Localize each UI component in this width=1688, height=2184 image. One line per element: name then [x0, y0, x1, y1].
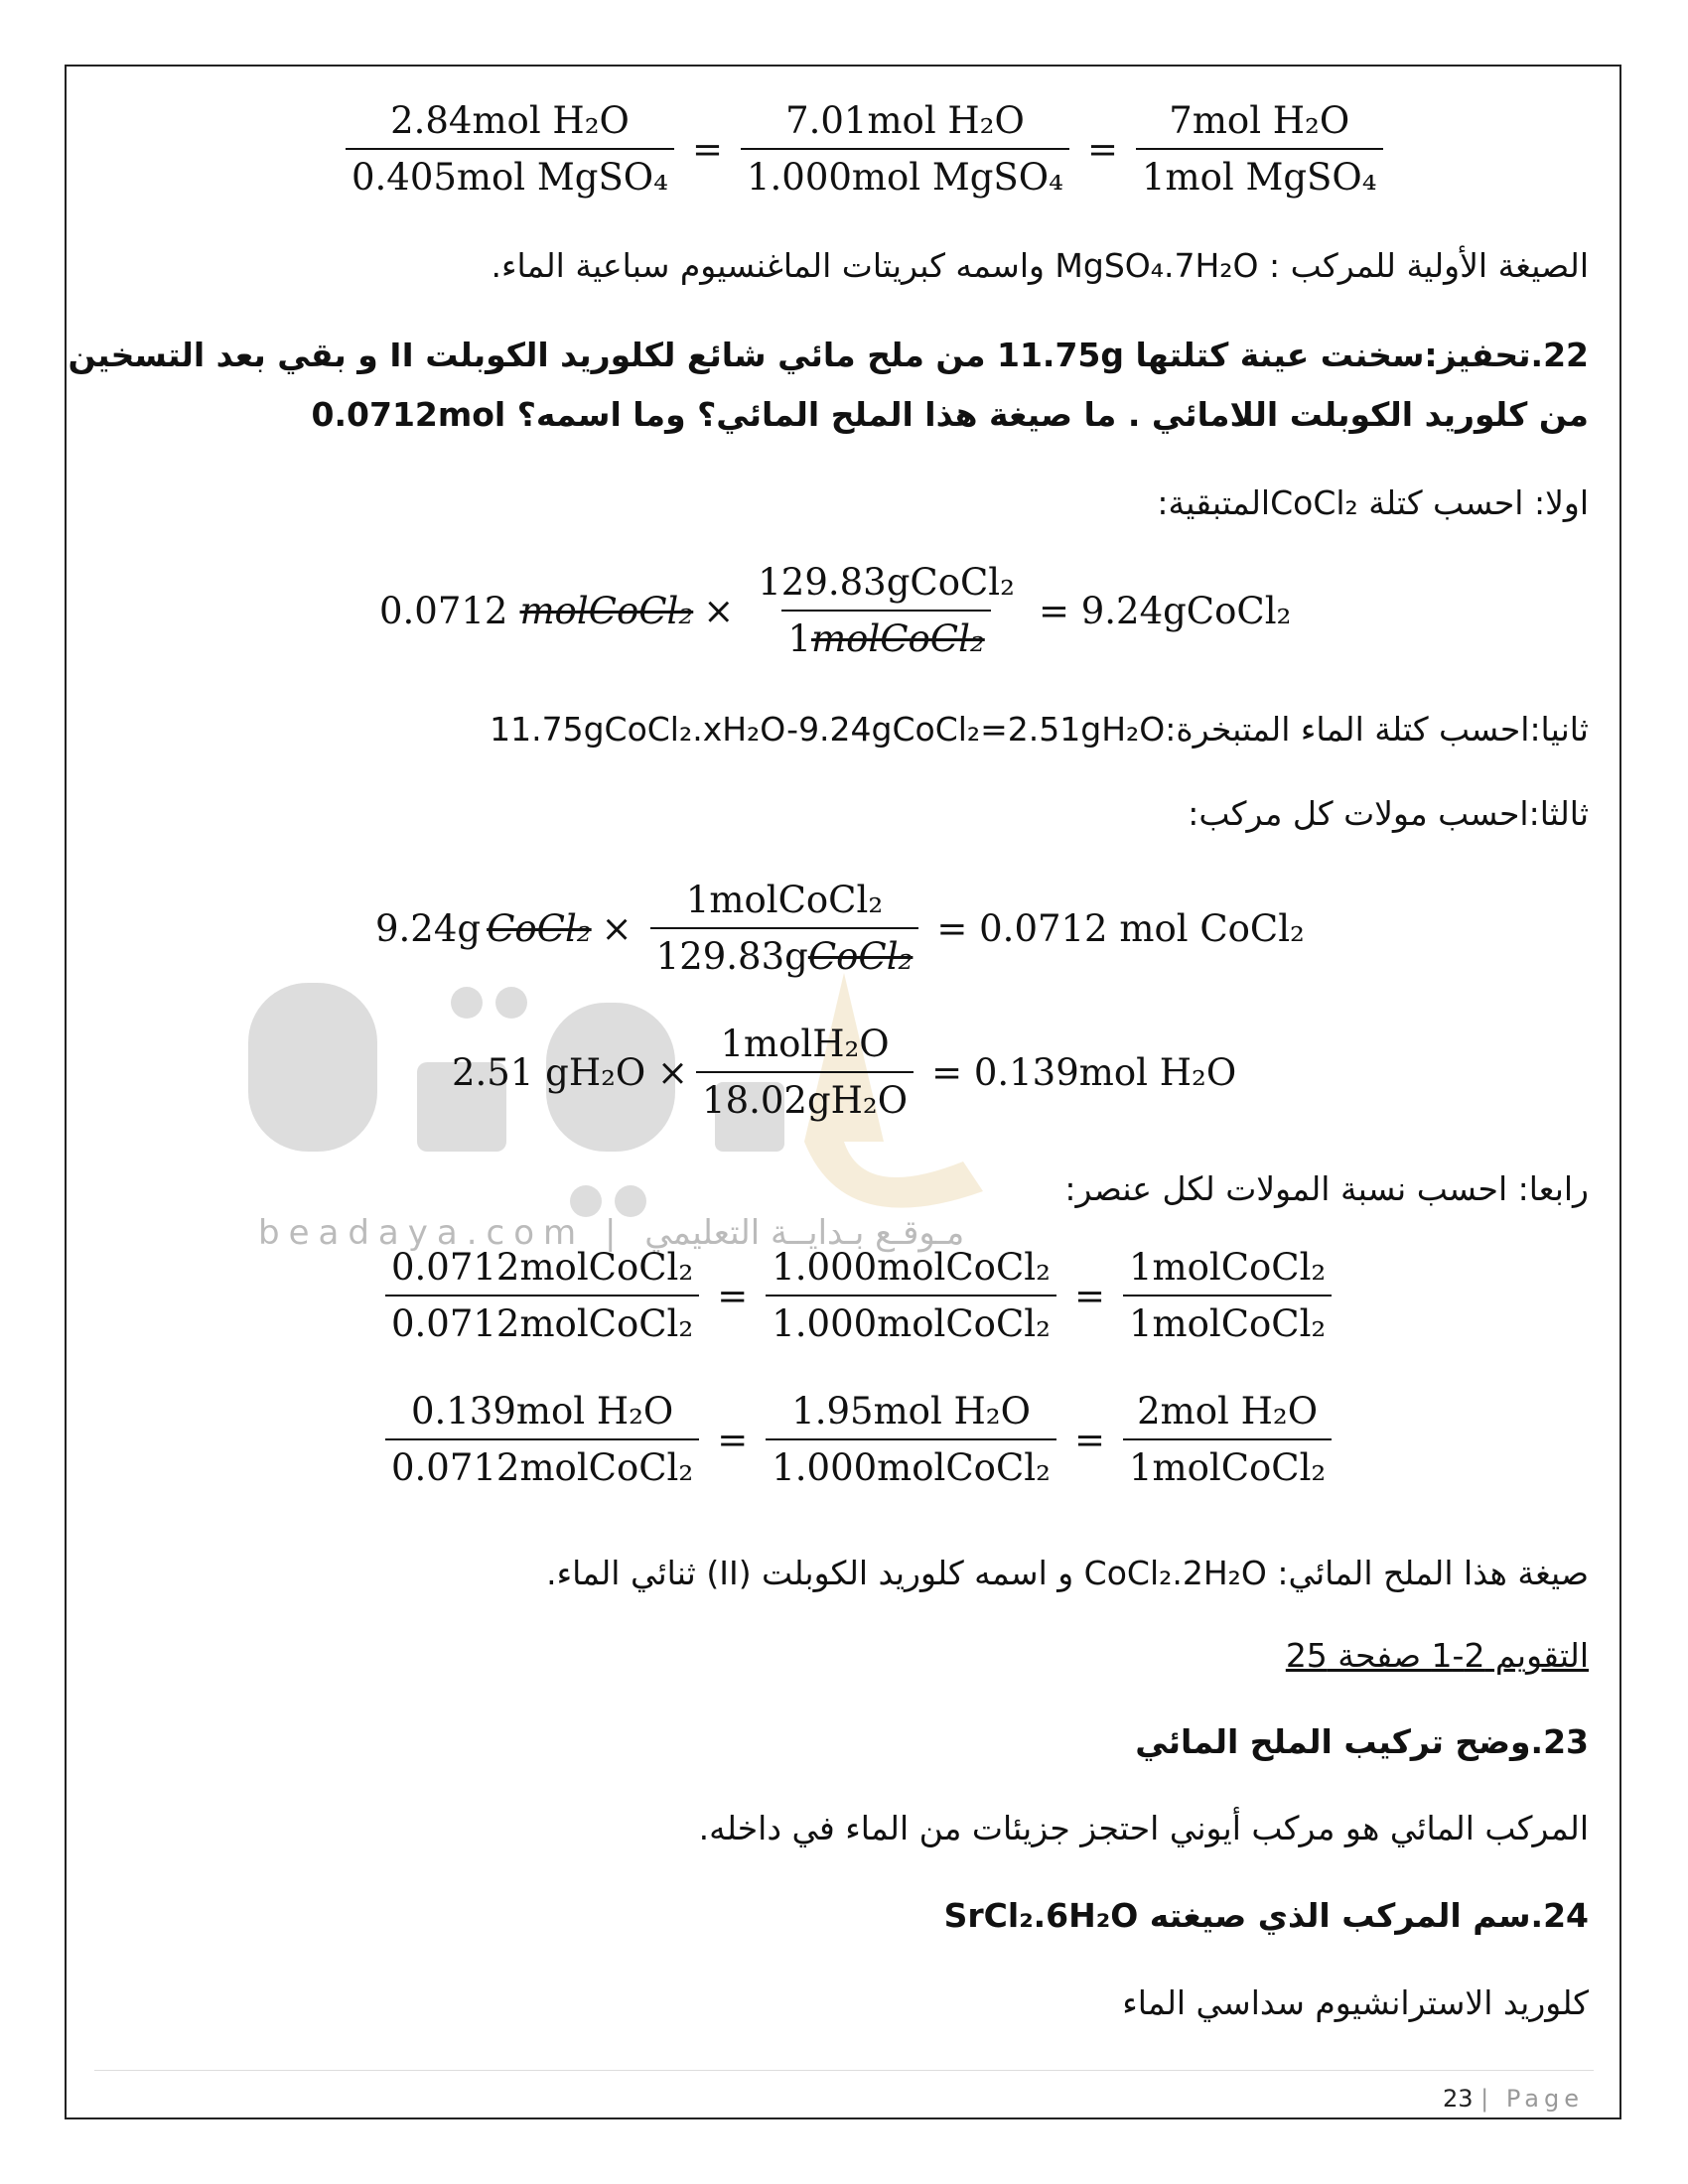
fraction	[385, 1246, 699, 1345]
mgso4-formula-line: الصيغة الأولية للمركب : MgSO₄.7H₂O واسمه كبريتات الماغنسيوم سباعية الماء.	[491, 246, 1589, 285]
denominator: 0.0712molCoCl₂	[385, 1295, 699, 1345]
numerator: 2.84mol H₂O	[390, 99, 630, 142]
fraction	[650, 879, 919, 978]
step-3-label: ثالثا:احسب مولات كل مركب:	[1188, 794, 1589, 833]
watermark-text: beadaya.com | مـوقـع بـدايــة التعليمي	[258, 1213, 965, 1253]
denominator: 1.000molCoCl₂	[766, 1295, 1056, 1345]
fraction	[741, 99, 1069, 199]
numerator: 1.000molCoCl₂	[772, 1246, 1051, 1289]
denominator: 129.83gCoCl₂	[650, 927, 919, 978]
eq-lhs-value: 9.24g	[375, 906, 482, 950]
fraction	[1123, 1390, 1332, 1489]
numerator: 1molCoCl₂	[685, 879, 884, 921]
fraction	[346, 99, 674, 199]
numerator: 2mol H₂O	[1137, 1390, 1319, 1433]
moles-cocl2-equation: 9.24g CoCl₂ × $\frac{\text{1molCoCl₂}}{\text{129.83gCoCl₂}}$ = 0.0712 mol CoCl₂	[375, 879, 1305, 978]
page-footer	[1443, 2085, 1584, 2113]
page-number: 23	[1442, 2085, 1474, 2113]
question-23: 23.وضح تركيب الملح المائي	[1135, 1722, 1589, 1761]
step-4-label: رابعا: احسب نسبة المولات لكل عنصر:	[1064, 1169, 1589, 1208]
denominator: 1.000molCoCl₂	[766, 1438, 1056, 1489]
fraction	[766, 1246, 1056, 1345]
eq-rhs: = 0.0712 mol CoCl₂	[936, 906, 1305, 950]
question-22-line-2: 0.0712mol من كلوريد الكوبلت اللامائي . ما صيغة هذا الملح المائي؟ وما اسمه؟	[311, 395, 1589, 434]
denominator: 1molCoCl₂	[781, 610, 990, 660]
fraction	[1123, 1246, 1332, 1345]
numerator: 0.139mol H₂O	[410, 1390, 674, 1433]
denominator: 0.405mol MgSO₄	[346, 148, 674, 199]
fraction	[752, 561, 1021, 660]
answer-22: صيغة هذا الملح المائي: CoCl₂.2H₂O و اسمه كلوريد الكوبلت (II) ثنائي الماء.	[546, 1554, 1589, 1592]
eq-lhs-unit: CoCl₂	[487, 906, 592, 950]
numerator: 7.01mol H₂O	[785, 99, 1025, 142]
footer-divider	[94, 2070, 1594, 2071]
denominator: 18.02gH₂O	[696, 1071, 914, 1122]
numerator: 129.83gCoCl₂	[758, 561, 1015, 604]
numerator: 0.0712molCoCl₂	[391, 1246, 694, 1289]
denominator: 1molCoCl₂	[1123, 1438, 1332, 1489]
numerator: 1molH₂O	[720, 1023, 890, 1065]
eq-rhs: = 9.24gCoCl₂	[1038, 589, 1292, 632]
numerator: 1.95mol H₂O	[791, 1390, 1031, 1433]
mgso4-ratio-equation: $\frac{\text{2.84mol H₂O}}{\text{0.405mol MgSO₄}}$ = $\frac{\text{7.01mol H₂O}}{\text{1.000mol MgSO₄}}$ = $\frac{\text{7mol H₂O}}{\text{1mol MgSO₄}}$	[338, 99, 1391, 199]
page-label: | Page	[1480, 2085, 1584, 2113]
question-24: 24.سم المركب الذي صيغته SrCl₂.6H₂O	[943, 1896, 1589, 1935]
fraction	[696, 1023, 914, 1122]
answer-24: كلوريد الاسترانشيوم سداسي الماء	[1122, 1983, 1589, 2022]
eq-lhs-unit: molCoCl₂	[519, 589, 694, 632]
water-ratio-equation: $\frac{\text{0.139mol H₂O}}{\text{0.0712molCoCl₂}}$ = $\frac{\text{1.95mol H₂O}}{\text{1.000molCoCl₂}}$ = $\frac{\text{2mol H₂O}}{\text{1molCoCl₂}}$	[377, 1390, 1339, 1489]
eq-lhs: 2.51 gH₂O ×	[452, 1050, 689, 1094]
step-1-label: اولا: احسب كتلة CoCl₂المتبقية:	[1157, 483, 1589, 522]
mass-cocl2-equation: 0.0712 molCoCl₂ × $\frac{\text{129.83gCoCl₂}}{\text{1molCoCl₂}}$ = 9.24gCoCl₂	[379, 561, 1292, 660]
denominator: 0.0712molCoCl₂	[385, 1438, 699, 1489]
step-2-line: ثانيا:احسب كتلة الماء المتبخرة:11.75gCoCl₂.xH₂O-9.24gCoCl₂=2.51gH₂O	[490, 710, 1589, 749]
section-heading: التقويم 2-1 صفحة 25	[1285, 1636, 1589, 1675]
eq-rhs: = 0.139mol H₂O	[931, 1050, 1237, 1094]
denominator: 1molCoCl₂	[1123, 1295, 1332, 1345]
moles-water-equation	[452, 1023, 1246, 1122]
denominator: 1mol MgSO₄	[1136, 148, 1383, 199]
eq-lhs-value: 0.0712	[379, 589, 508, 632]
numerator: 1molCoCl₂	[1128, 1246, 1327, 1289]
fraction	[385, 1390, 699, 1489]
denominator: 1.000mol MgSO₄	[741, 148, 1069, 199]
question-22-line-1: 22.تحفيز:سخنت عينة كتلتها 11.75g من ملح مائي شائع لكلوريد الكوبلت II و بقي بعد التسخين	[68, 336, 1589, 374]
fraction	[766, 1390, 1056, 1489]
answer-23: المركب المائي هو مركب أيوني احتجز جزيئات من الماء في داخله.	[698, 1809, 1589, 1847]
numerator: 7mol H₂O	[1169, 99, 1350, 142]
cocl2-ratio-equation: $\frac{\text{0.0712molCoCl₂}}{\text{0.0712molCoCl₂}}$ = $\frac{\text{1.000molCoCl₂}}{\text{1.000molCoCl₂}}$ = $\frac{\text{1molCoCl₂}}{\text{1molCoCl₂}}$	[377, 1246, 1339, 1345]
fraction	[1136, 99, 1383, 199]
